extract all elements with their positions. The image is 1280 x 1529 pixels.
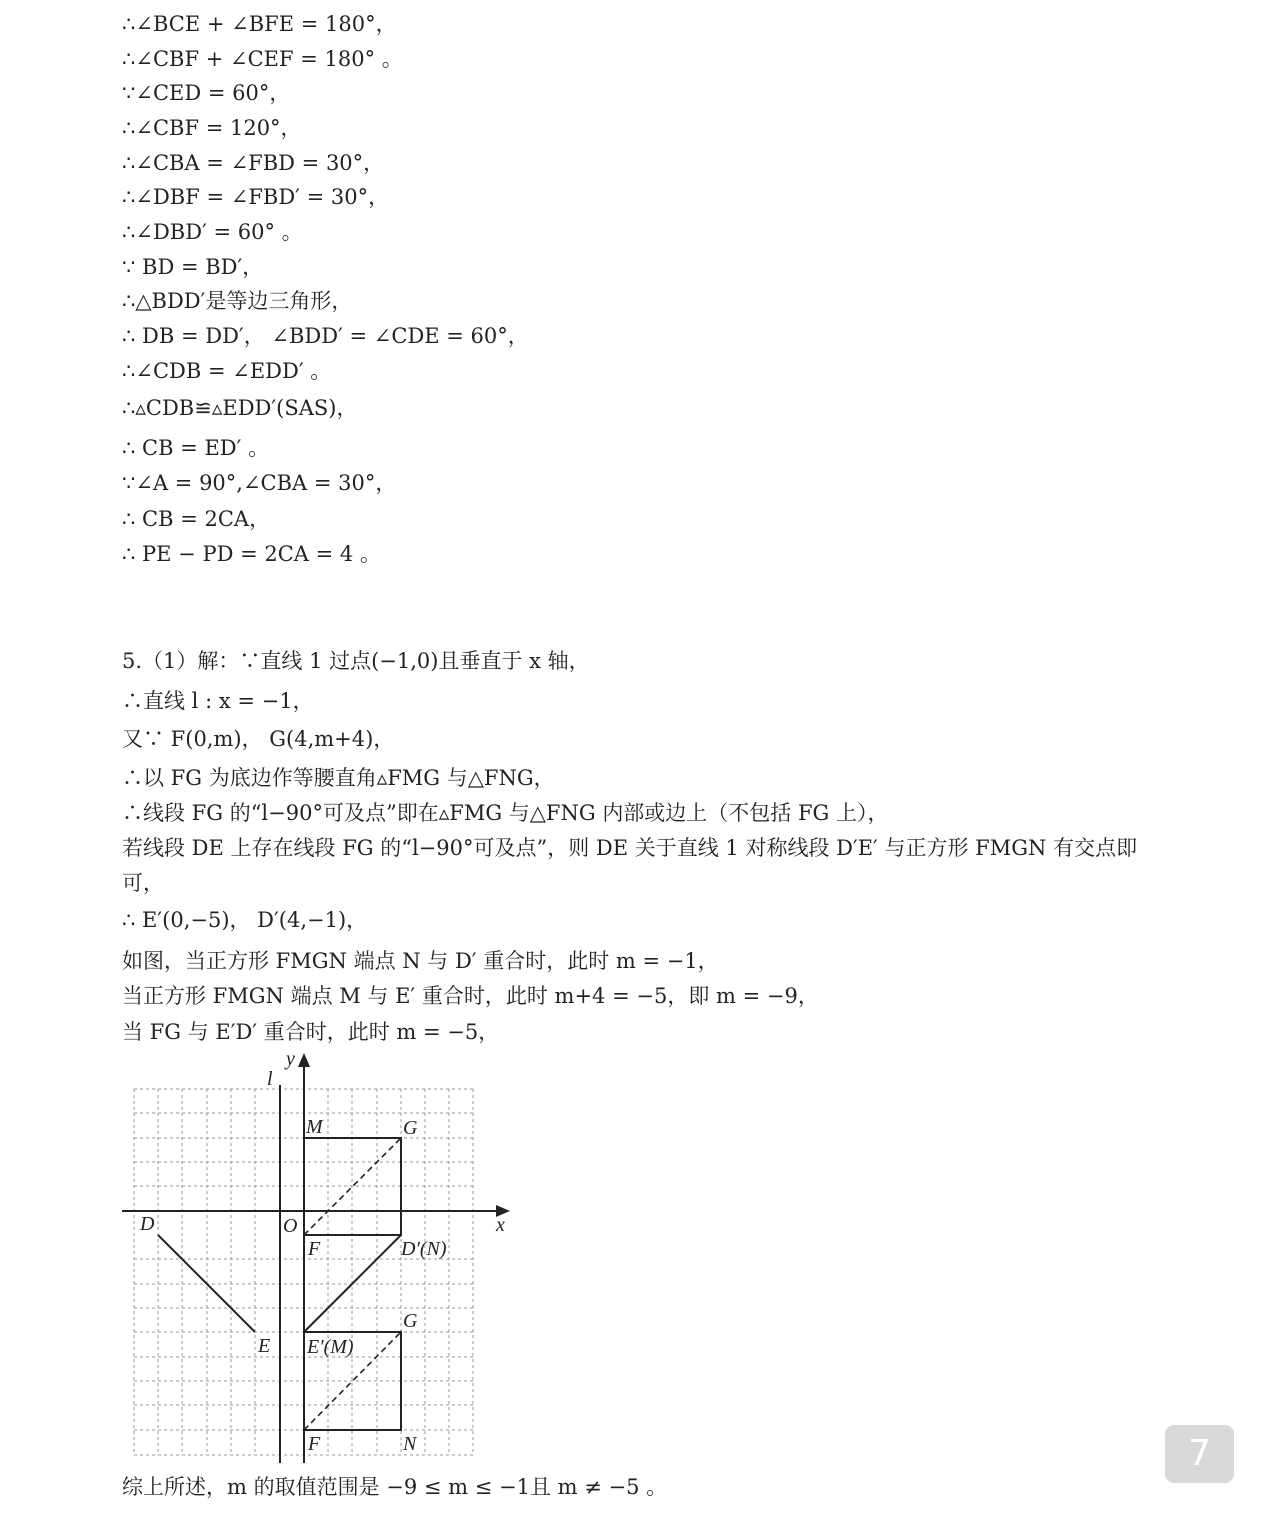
solution-line: ∴线段 FG 的“l−90°可及点”即在▵FMG 与△FNG 内部或边上（不包括 FG 上）， [122,801,889,825]
line-l-label: l [267,1068,273,1090]
proof-line: ∴ DB = DD′， ∠BDD′ = ∠CDE = 60°， [122,324,529,348]
proof-line: ∴∠CBA = ∠FBD = 30°， [122,151,385,175]
solution-line: ∴以 FG 为底边作等腰直角▵FMG 与△FNG， [122,766,555,790]
proof-line: ∴∠CBF + ∠CEF = 180° 。 [122,47,403,71]
y-axis-arrow-icon [298,1053,310,1067]
point-m-top-label: M [306,1116,323,1138]
point-n-bottom-label: N [403,1433,417,1455]
solution-line: 5.（1）解：∵直线 1 过点(−1,0)且垂直于 x 轴， [122,649,590,673]
point-f-top-label: F [308,1238,321,1260]
x-axis-label: x [496,1214,505,1236]
origin-label: O [283,1215,298,1237]
point-g-bottom-label: G [403,1310,418,1332]
point-e-prime-m-label: E′(M) [307,1336,354,1358]
proof-line: ∴∠DBD′ = 60° 。 [122,220,303,244]
proof-line: ∴ CB = ED′ 。 [122,436,270,460]
point-g-top-label: G [403,1117,418,1139]
conclusion: 综上所述，m 的取值范围是 −9 ≤ m ≤ −1且 m ≠ −5 。 [122,1475,668,1499]
solution-line: ∴ E′(0,−5)， D′(4,−1)， [122,908,368,932]
proof-line: ∵∠A = 90°,∠CBA = 30°， [122,471,397,495]
proof-line: ∵∠CED = 60°， [122,81,291,105]
solution-line: 又∵ F(0,m)， G(4,m+4)， [122,727,395,751]
proof-line: ∴ PE − PD = 2CA = 4 。 [122,542,381,566]
solution-line: 当正方形 FMGN 端点 M 与 E′ 重合时，此时 m+4 = −5，即 m = −9， [122,984,819,1008]
proof-line: ∴△BDD′是等边三角形， [122,289,353,313]
proof-line: ∴▵CDB≌▵EDD′(SAS)， [122,396,358,420]
proof-line: ∴ CB = 2CA， [122,507,271,531]
solution-line: ∴直线 l : x = −1， [122,689,314,713]
solution-line: 可， [122,871,164,895]
proof-line: ∴∠CDB = ∠EDD′ 。 [122,359,332,383]
solution-line: 若线段 DE 上存在线段 FG 的“l−90°可及点”，则 DE 关于直线 1 对称线段 D′E′ 与正方形 FMGN 有交点即 [122,836,1138,860]
solution-line: 如图，当正方形 FMGN 端点 N 与 D′ 重合时，此时 m = −1， [122,949,719,973]
proof-line: ∵ BD = BD′， [122,255,264,279]
coordinate-diagram [118,1045,538,1470]
point-e-label: E [258,1335,271,1357]
proof-line: ∴∠BCE + ∠BFE = 180°， [122,12,397,36]
point-d-prime-n-label: D′(N) [401,1238,447,1260]
solution-line: 当 FG 与 E′D′ 重合时，此时 m = −5， [122,1020,500,1044]
proof-line: ∴∠DBF = ∠FBD′ = 30°， [122,185,390,209]
proof-line: ∴∠CBF = 120°， [122,116,302,140]
page-number-badge: 7 [1165,1425,1234,1483]
y-axis-label: y [286,1048,295,1070]
point-d-label: D [140,1213,155,1235]
point-f-bottom-label: F [308,1433,321,1455]
